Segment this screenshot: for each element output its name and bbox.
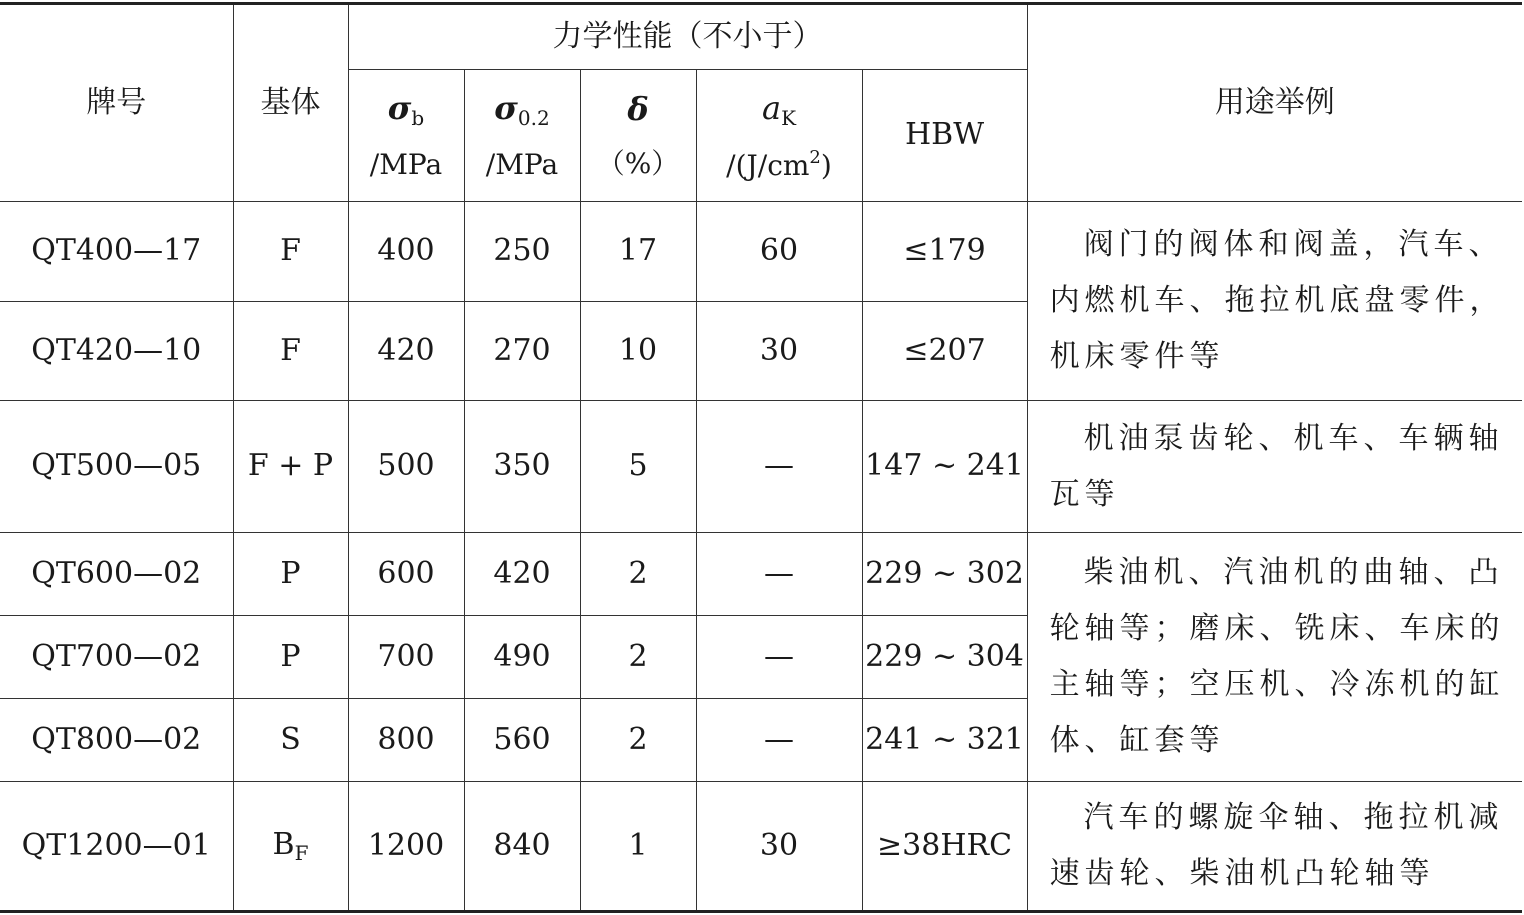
matrix-cell: P xyxy=(233,533,348,616)
sigma-02-cell: 270 xyxy=(464,302,580,401)
sigma-02-subscript: 0.2 xyxy=(517,106,550,131)
ak-unit-prefix: /(J/cm xyxy=(726,148,810,182)
ductile-iron-grades-table xyxy=(0,2,1522,913)
header-ak xyxy=(696,70,862,202)
header-row-1 xyxy=(0,4,1522,70)
matrix-cell: F xyxy=(233,202,348,302)
delta-cell: 2 xyxy=(580,616,696,699)
delta-cell: 10 xyxy=(580,302,696,401)
delta-symbol: δ xyxy=(627,89,649,128)
matrix-cell: S xyxy=(233,699,348,782)
ak-cell: — xyxy=(696,533,862,616)
grade-cell: QT1200—01 xyxy=(0,782,233,912)
ak-symbol: a xyxy=(761,88,782,127)
delta-cell: 1 xyxy=(580,782,696,912)
sigma-b-cell: 420 xyxy=(348,302,464,401)
ak-cell: 60 xyxy=(696,202,862,302)
grade-cell: QT400—17 xyxy=(0,202,233,302)
header-sigma-02 xyxy=(464,70,580,202)
ak-cell: 30 xyxy=(696,302,862,401)
sigma-02-cell: 840 xyxy=(464,782,580,912)
sigma-02-cell: 560 xyxy=(464,699,580,782)
usage-cell xyxy=(1027,202,1522,401)
ak-cell: — xyxy=(696,616,862,699)
ak-unit-suffix: ) xyxy=(820,148,832,182)
header-hbw: HBW xyxy=(862,70,1027,202)
usage-line: 机油泵齿轮、机车、车辆轴 xyxy=(1083,420,1504,456)
grade-cell: QT420—10 xyxy=(0,302,233,401)
grade-cell: QT700—02 xyxy=(0,616,233,699)
header-mechanical-properties: 力学性能（不小于） xyxy=(348,4,1027,70)
table-row xyxy=(0,533,1522,616)
usage-line: 轮轴等；磨床、铣床、车床的 xyxy=(1049,611,1505,646)
header-grade: 牌号 xyxy=(0,4,233,202)
hbw-cell: 241 ~ 321 xyxy=(862,699,1027,782)
hbw-cell: ≤179 xyxy=(862,202,1027,302)
usage-line: 体、缸套等 xyxy=(1049,723,1225,758)
matrix-cell: P xyxy=(233,616,348,699)
sigma-b-cell: 400 xyxy=(348,202,464,302)
grade-cell: QT800—02 xyxy=(0,699,233,782)
hbw-cell: ≤207 xyxy=(862,302,1027,401)
sigma-02-cell: 250 xyxy=(464,202,580,302)
usage-line: 瓦等 xyxy=(1049,476,1120,512)
ak-unit xyxy=(697,146,862,185)
sigma-02-cell: 350 xyxy=(464,401,580,533)
sigma-b-cell: 500 xyxy=(348,401,464,533)
hbw-cell: 229 ~ 304 xyxy=(862,616,1027,699)
table-row xyxy=(0,401,1522,533)
sigma-b-symbol: σ xyxy=(387,89,412,128)
header-sigma-b xyxy=(348,70,464,202)
usage-line: 柴油机、汽油机的曲轴、凸 xyxy=(1083,555,1504,590)
matrix-cell: F + P xyxy=(233,401,348,533)
sigma-02-symbol: σ xyxy=(494,89,518,128)
matrix-cell xyxy=(233,782,348,912)
sigma-02-cell: 490 xyxy=(464,616,580,699)
delta-cell: 17 xyxy=(580,202,696,302)
sigma-b-unit: /MPa xyxy=(369,148,443,182)
sigma-02-cell: 420 xyxy=(464,533,580,616)
usage-cell xyxy=(1027,782,1522,912)
usage-line: 速齿轮、柴油机凸轮轴等 xyxy=(1049,856,1435,891)
header-delta xyxy=(580,70,696,202)
table-row xyxy=(0,782,1522,912)
usage-line: 机床零件等 xyxy=(1049,339,1225,374)
ak-cell: 30 xyxy=(696,782,862,912)
usage-cell xyxy=(1027,401,1522,533)
delta-cell: 2 xyxy=(580,699,696,782)
usage-line: 汽车的螺旋伞轴、拖拉机减 xyxy=(1083,800,1504,835)
ak-unit-superscript: 2 xyxy=(809,146,821,168)
matrix-main: B xyxy=(272,827,295,862)
hbw-cell: ≥38HRC xyxy=(862,782,1027,912)
sigma-b-cell: 600 xyxy=(348,533,464,616)
sigma-b-cell: 800 xyxy=(348,699,464,782)
usage-line: 阀门的阀体和阀盖，汽车、 xyxy=(1083,227,1504,262)
usage-cell xyxy=(1027,533,1522,782)
usage-line: 内燃机车、拖拉机底盘零件， xyxy=(1049,283,1505,318)
header-usage: 用途举例 xyxy=(1027,4,1522,202)
ak-subscript: K xyxy=(781,105,797,130)
ak-cell: — xyxy=(696,699,862,782)
grade-cell: QT600—02 xyxy=(0,533,233,616)
sigma-02-unit: /MPa xyxy=(485,148,559,182)
ak-cell: — xyxy=(696,401,862,533)
sigma-b-subscript: b xyxy=(411,106,425,131)
delta-unit: （%） xyxy=(596,147,680,181)
sigma-b-cell: 1200 xyxy=(348,782,464,912)
usage-line: 主轴等；空压机、冷冻机的缸 xyxy=(1049,667,1505,702)
matrix-cell: F xyxy=(233,302,348,401)
hbw-cell: 147 ~ 241 xyxy=(862,401,1027,533)
matrix-subscript: F xyxy=(294,841,309,865)
header-matrix: 基体 xyxy=(233,4,348,202)
delta-cell: 5 xyxy=(580,401,696,533)
table-row xyxy=(0,202,1522,302)
sigma-b-cell: 700 xyxy=(348,616,464,699)
grade-cell: QT500—05 xyxy=(0,401,233,533)
delta-cell: 2 xyxy=(580,533,696,616)
hbw-cell: 229 ~ 302 xyxy=(862,533,1027,616)
